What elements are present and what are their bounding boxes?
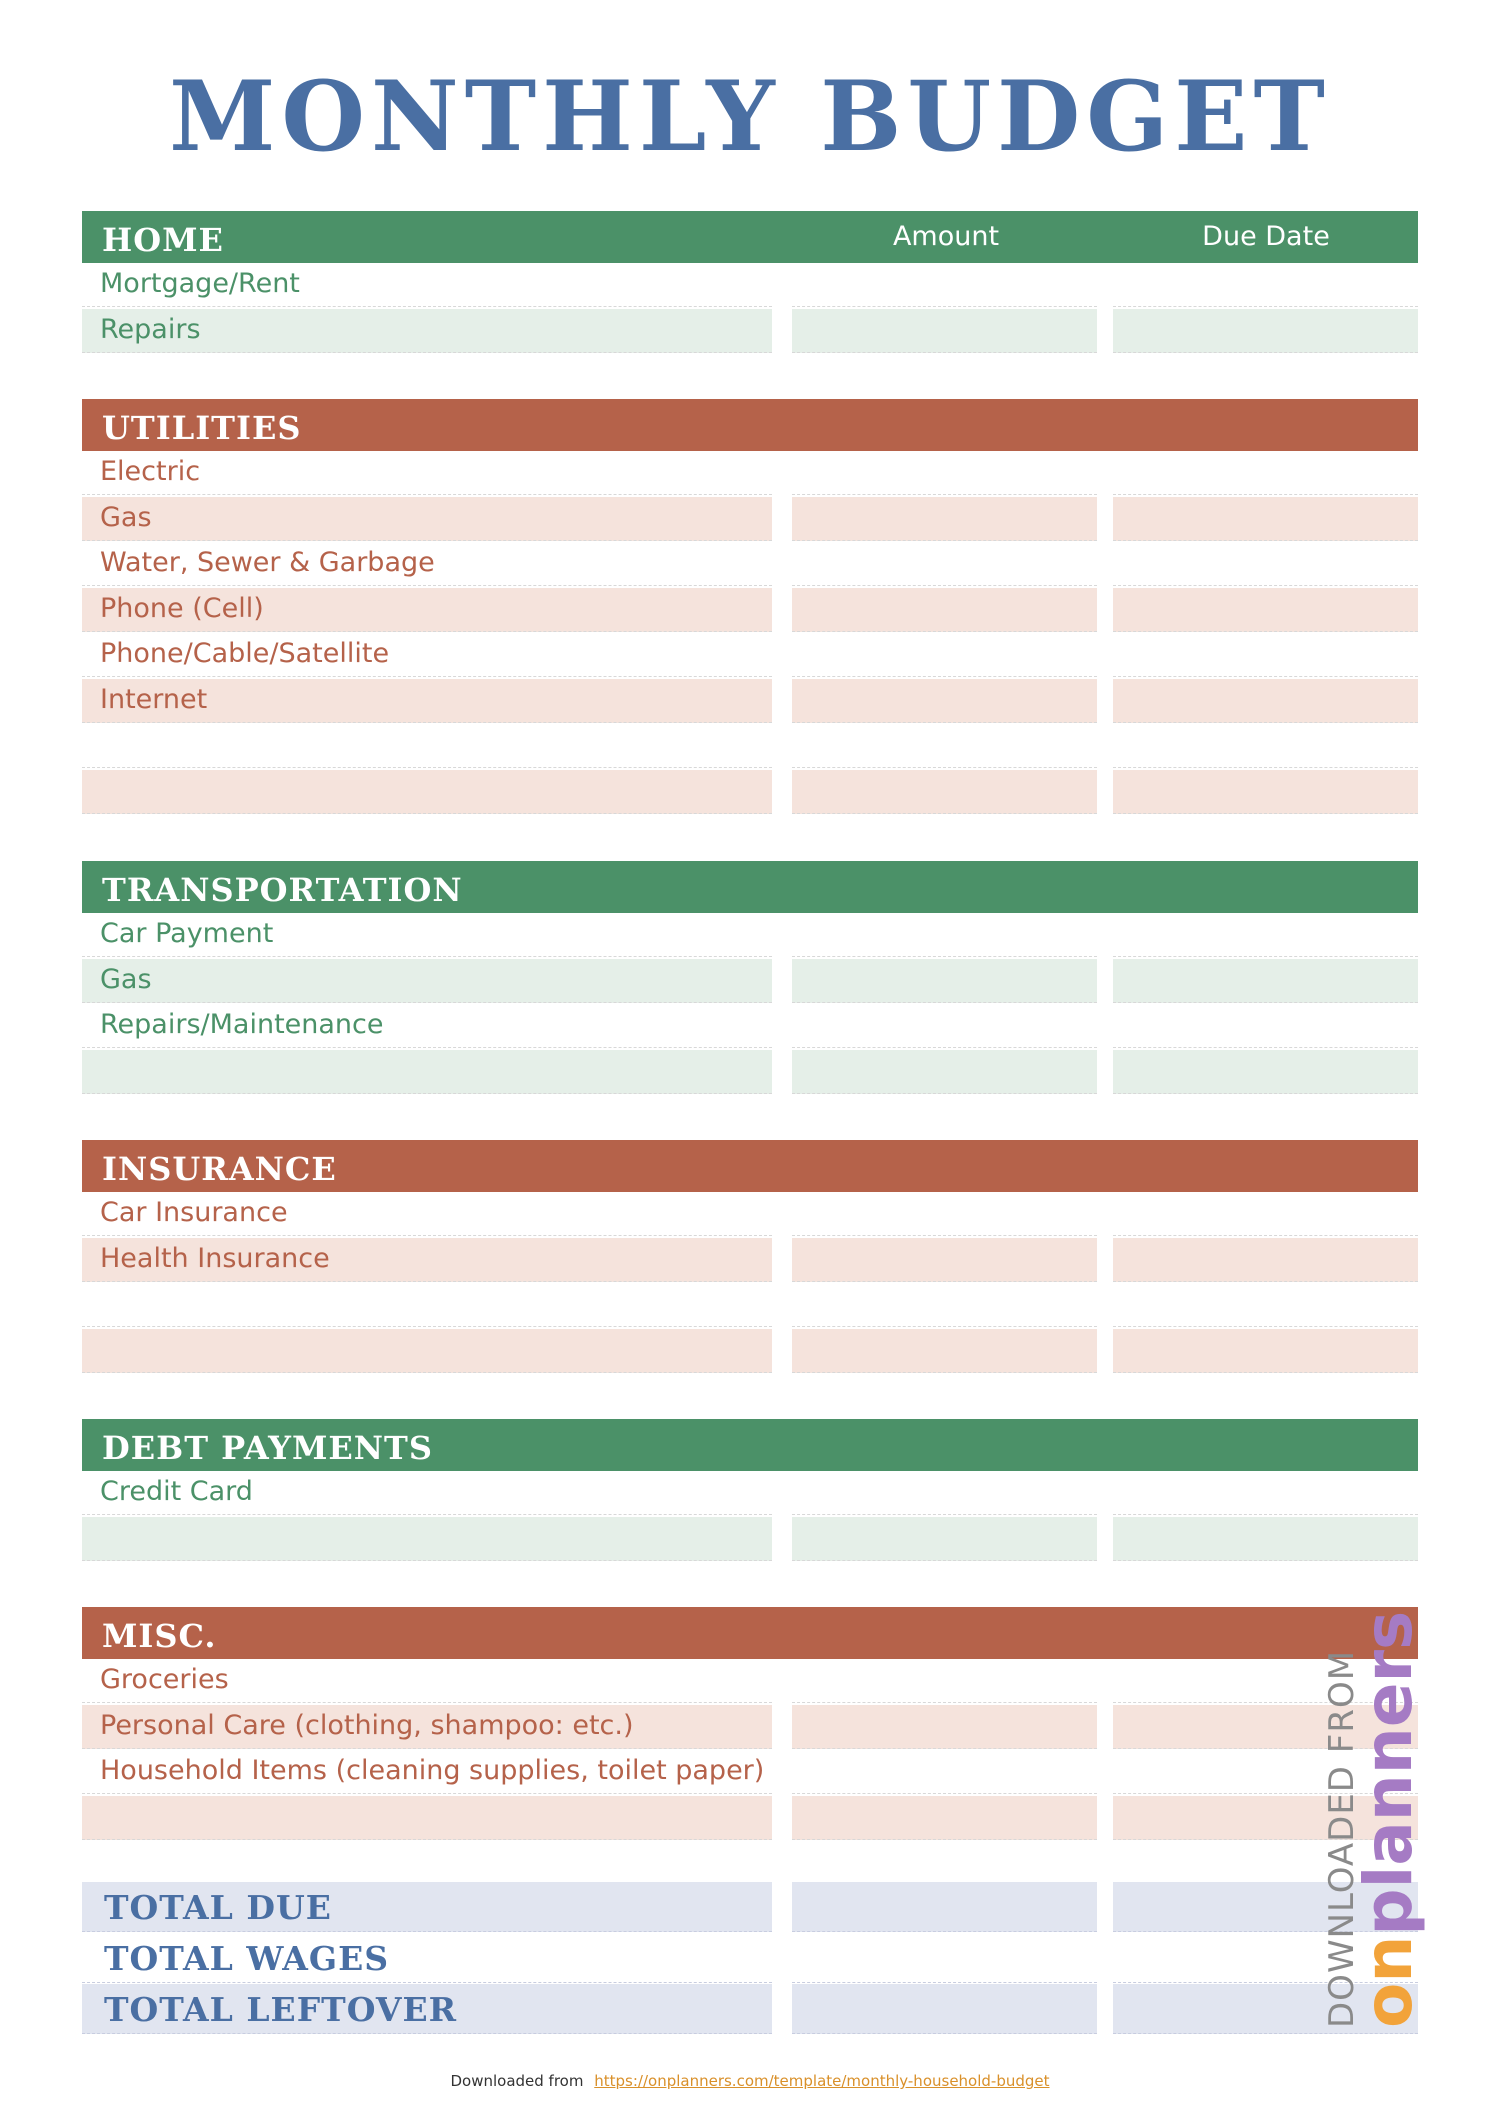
budget-row bbox=[82, 1329, 1418, 1375]
due-date-field[interactable] bbox=[1113, 1329, 1418, 1373]
section-misc bbox=[82, 1607, 1418, 1887]
item-label: Car Payment bbox=[100, 918, 274, 949]
item-label: Gas bbox=[100, 501, 152, 533]
item-label: Repairs bbox=[100, 313, 201, 345]
item-label: Phone (Cell) bbox=[100, 592, 264, 624]
amount-field[interactable] bbox=[792, 1192, 1097, 1236]
due-date-field[interactable] bbox=[1113, 588, 1418, 632]
amount-field[interactable] bbox=[792, 913, 1097, 957]
item-label: Phone/Cable/Satellite bbox=[100, 638, 390, 669]
total-wages-row bbox=[82, 1933, 1418, 1984]
section-header-debt-payments bbox=[82, 1419, 1418, 1471]
item-label: Water, Sewer & Garbage bbox=[100, 547, 435, 578]
budget-row bbox=[82, 1659, 1418, 1705]
totals-section bbox=[82, 1882, 1418, 2035]
budget-row bbox=[82, 913, 1418, 959]
budget-row bbox=[82, 542, 1418, 588]
brand-logo bbox=[1350, 1611, 1427, 2028]
due-date-field[interactable] bbox=[1113, 1192, 1418, 1236]
due-date-field[interactable] bbox=[1113, 263, 1418, 307]
due-date-field[interactable] bbox=[1113, 1050, 1418, 1094]
item-field[interactable] bbox=[82, 1517, 772, 1561]
budget-row bbox=[82, 263, 1418, 309]
total-due-label: TOTAL DUE bbox=[104, 1888, 332, 1927]
budget-row bbox=[82, 1050, 1418, 1096]
item-label: Gas bbox=[100, 963, 152, 995]
page-title: MONTHLY BUDGET bbox=[169, 60, 1331, 173]
section-insurance bbox=[82, 1140, 1418, 1374]
item-label: Car Insurance bbox=[100, 1197, 288, 1228]
section-debt-payments bbox=[82, 1419, 1418, 1562]
budget-row bbox=[82, 1841, 1418, 1887]
total-leftover-amount-field[interactable] bbox=[792, 1984, 1097, 2034]
item-field[interactable] bbox=[82, 1841, 772, 1885]
amount-field[interactable] bbox=[792, 263, 1097, 307]
budget-row bbox=[82, 1238, 1418, 1284]
item-label: Electric bbox=[100, 456, 201, 487]
budget-row bbox=[82, 1796, 1418, 1842]
item-field[interactable] bbox=[82, 497, 772, 541]
amount-field[interactable] bbox=[792, 1750, 1097, 1794]
amount-field[interactable] bbox=[792, 724, 1097, 768]
item-field[interactable] bbox=[82, 770, 772, 814]
budget-row bbox=[82, 451, 1418, 497]
budget-row bbox=[82, 724, 1418, 770]
item-label: Personal Care (clothing, shampoo: etc.) bbox=[100, 1709, 634, 1741]
total-due-row bbox=[82, 1882, 1418, 1933]
due-date-field[interactable] bbox=[1113, 497, 1418, 541]
amount-field[interactable] bbox=[792, 1841, 1097, 1885]
section-transportation bbox=[82, 861, 1418, 1095]
total-leftover-row bbox=[82, 1984, 1418, 2035]
due-date-field[interactable] bbox=[1113, 913, 1418, 957]
watermark-logo bbox=[1322, 1610, 1427, 2028]
section-title: UTILITIES bbox=[102, 409, 302, 447]
section-title: DEBT PAYMENTS bbox=[102, 1429, 433, 1467]
section-home bbox=[82, 211, 1418, 354]
budget-row bbox=[82, 309, 1418, 355]
amount-field[interactable] bbox=[792, 1796, 1097, 1840]
due-date-field[interactable] bbox=[1113, 724, 1418, 768]
due-date-field[interactable] bbox=[1113, 959, 1418, 1003]
footer bbox=[0, 2072, 1500, 2090]
section-title: INSURANCE bbox=[102, 1150, 337, 1188]
amount-field[interactable] bbox=[792, 1238, 1097, 1282]
amount-column-header: Amount bbox=[892, 221, 1000, 252]
budget-row bbox=[82, 1283, 1418, 1329]
brand-logo-planners: planners bbox=[1350, 1610, 1427, 1936]
due-date-field[interactable] bbox=[1113, 1283, 1418, 1327]
item-label: Health Insurance bbox=[100, 1242, 330, 1274]
due-date-field[interactable] bbox=[1113, 451, 1418, 495]
amount-field[interactable] bbox=[792, 1283, 1097, 1327]
amount-field[interactable] bbox=[792, 542, 1097, 586]
section-header-insurance bbox=[82, 1140, 1418, 1192]
budget-row bbox=[82, 1517, 1418, 1563]
item-field[interactable] bbox=[82, 959, 772, 1003]
total-wages-label: TOTAL WAGES bbox=[104, 1939, 390, 1978]
due-date-field[interactable] bbox=[1113, 770, 1418, 814]
budget-row bbox=[82, 1004, 1418, 1050]
budget-row bbox=[82, 633, 1418, 679]
section-utilities bbox=[82, 399, 1418, 815]
total-wages-amount-field[interactable] bbox=[792, 1933, 1097, 1983]
budget-row bbox=[82, 1471, 1418, 1517]
section-header-home bbox=[82, 211, 1418, 263]
brand-logo-on: on bbox=[1350, 1935, 1427, 2028]
amount-field[interactable] bbox=[792, 451, 1097, 495]
amount-field[interactable] bbox=[792, 1471, 1097, 1515]
item-label: Household Items (cleaning supplies, toilet paper) bbox=[100, 1755, 765, 1786]
item-label: Credit Card bbox=[100, 1476, 253, 1507]
due-date-field[interactable] bbox=[1113, 1238, 1418, 1282]
amount-field[interactable] bbox=[792, 588, 1097, 632]
item-field[interactable] bbox=[82, 1796, 772, 1840]
section-header-utilities bbox=[82, 399, 1418, 451]
budget-row bbox=[82, 1750, 1418, 1796]
due-date-field[interactable] bbox=[1113, 1471, 1418, 1515]
budget-row bbox=[82, 1192, 1418, 1238]
amount-field[interactable] bbox=[792, 1050, 1097, 1094]
amount-field[interactable] bbox=[792, 633, 1097, 677]
amount-field[interactable] bbox=[792, 770, 1097, 814]
amount-field[interactable] bbox=[792, 1004, 1097, 1048]
item-label: Repairs/Maintenance bbox=[100, 1009, 384, 1040]
item-field[interactable] bbox=[82, 724, 772, 768]
amount-field[interactable] bbox=[792, 1329, 1097, 1373]
watermark-text: DOWNLOADED FROM bbox=[1322, 1649, 1362, 2028]
section-title: MISC. bbox=[102, 1617, 217, 1655]
footer-text: Downloaded from bbox=[450, 2072, 584, 2090]
budget-row bbox=[82, 588, 1418, 634]
section-title: HOME bbox=[102, 221, 224, 259]
amount-field[interactable] bbox=[792, 1659, 1097, 1703]
section-title: TRANSPORTATION bbox=[102, 871, 463, 909]
item-field[interactable] bbox=[82, 1329, 772, 1373]
amount-field[interactable] bbox=[792, 679, 1097, 723]
budget-row bbox=[82, 770, 1418, 816]
budget-row bbox=[82, 679, 1418, 725]
item-label: Mortgage/Rent bbox=[100, 268, 300, 299]
section-header-transportation bbox=[82, 861, 1418, 913]
footer-link[interactable]: https://onplanners.com/template/monthly-household-budget bbox=[594, 2072, 1050, 2090]
total-due-amount-field[interactable] bbox=[792, 1882, 1097, 1932]
section-header-misc bbox=[82, 1607, 1418, 1659]
item-label: Internet bbox=[100, 683, 208, 715]
total-leftover-label: TOTAL LEFTOVER bbox=[104, 1990, 458, 2029]
amount-field[interactable] bbox=[792, 959, 1097, 1003]
due-date-field[interactable] bbox=[1113, 309, 1418, 353]
amount-field[interactable] bbox=[792, 309, 1097, 353]
amount-field[interactable] bbox=[792, 1517, 1097, 1561]
due-date-field[interactable] bbox=[1113, 542, 1418, 586]
item-field[interactable] bbox=[82, 1050, 772, 1094]
budget-row bbox=[82, 1705, 1418, 1751]
due-date-field[interactable] bbox=[1113, 1517, 1418, 1561]
due-date-field[interactable] bbox=[1113, 679, 1418, 723]
budget-row bbox=[82, 959, 1418, 1005]
due-date-field[interactable] bbox=[1113, 1004, 1418, 1048]
amount-field[interactable] bbox=[792, 497, 1097, 541]
due-date-column-header: Due Date bbox=[1202, 221, 1330, 252]
item-label: Groceries bbox=[100, 1664, 229, 1695]
amount-field[interactable] bbox=[792, 1705, 1097, 1749]
budget-row bbox=[82, 497, 1418, 543]
item-field[interactable] bbox=[82, 1283, 772, 1327]
due-date-field[interactable] bbox=[1113, 633, 1418, 677]
